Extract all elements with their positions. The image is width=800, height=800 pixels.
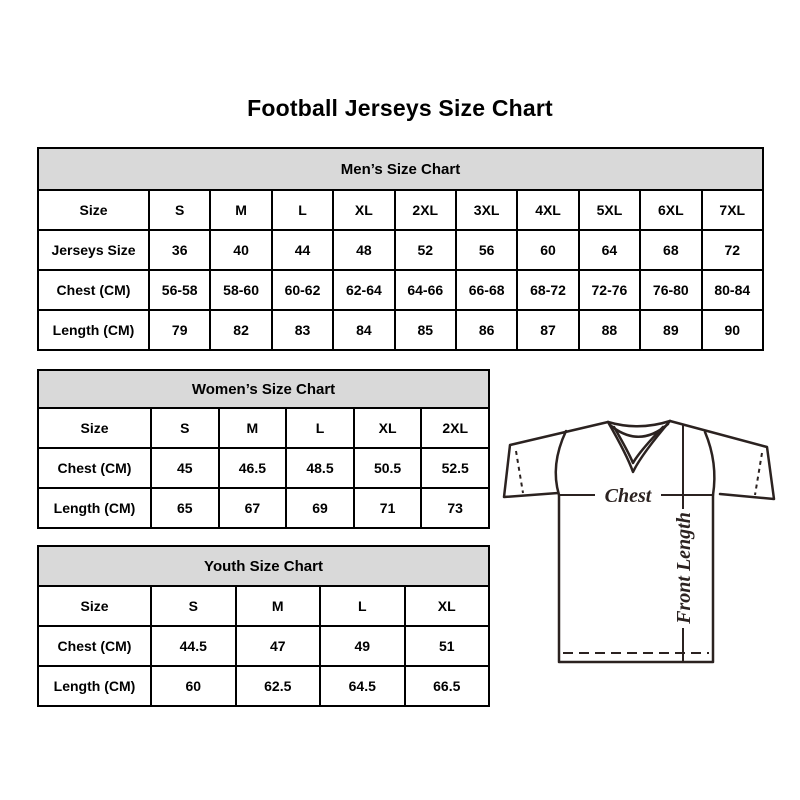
jersey-right-armhole-seam bbox=[705, 432, 714, 495]
table-row bbox=[38, 448, 489, 488]
left-sleeve-dashed-seam bbox=[516, 451, 523, 493]
table-row bbox=[38, 408, 489, 448]
value-cell: L bbox=[286, 408, 354, 448]
row-label-cell: Size bbox=[38, 190, 149, 230]
value-cell: 80-84 bbox=[702, 270, 763, 310]
value-cell: 7XL bbox=[702, 190, 763, 230]
value-cell: 44 bbox=[272, 230, 333, 270]
value-cell: 60 bbox=[517, 230, 578, 270]
value-cell: 60 bbox=[151, 666, 236, 706]
value-cell: 82 bbox=[210, 310, 271, 350]
row-label-cell: Chest (CM) bbox=[38, 270, 149, 310]
jersey-right-sleeve bbox=[670, 421, 774, 499]
page-title: Football Jerseys Size Chart bbox=[247, 95, 553, 121]
womens-table-title: Women’s Size Chart bbox=[38, 370, 489, 408]
row-label-cell: Chest (CM) bbox=[38, 626, 151, 666]
table-header-row bbox=[38, 148, 763, 190]
front-length-label: Front Length bbox=[673, 512, 695, 624]
value-cell: M bbox=[219, 408, 287, 448]
value-cell: 46.5 bbox=[219, 448, 287, 488]
value-cell: 68-72 bbox=[517, 270, 578, 310]
row-label-cell: Length (CM) bbox=[38, 488, 151, 528]
value-cell: XL bbox=[333, 190, 394, 230]
table-row bbox=[38, 666, 489, 706]
value-cell: 87 bbox=[517, 310, 578, 350]
value-cell: 56-58 bbox=[149, 270, 210, 310]
value-cell: 58-60 bbox=[210, 270, 271, 310]
youth-size-table bbox=[37, 545, 490, 707]
value-cell: 6XL bbox=[640, 190, 701, 230]
value-cell: 85 bbox=[395, 310, 456, 350]
womens-size-table bbox=[37, 369, 490, 529]
table-header-row bbox=[38, 546, 489, 586]
value-cell: 5XL bbox=[579, 190, 640, 230]
row-label-cell: Size bbox=[38, 586, 151, 626]
mens-table-title: Men’s Size Chart bbox=[38, 148, 763, 190]
value-cell: 83 bbox=[272, 310, 333, 350]
value-cell: 36 bbox=[149, 230, 210, 270]
value-cell: 66.5 bbox=[405, 666, 490, 706]
table-row bbox=[38, 310, 763, 350]
value-cell: 67 bbox=[219, 488, 287, 528]
value-cell: 47 bbox=[236, 626, 321, 666]
value-cell: 60-62 bbox=[272, 270, 333, 310]
value-cell: 65 bbox=[151, 488, 219, 528]
jersey-collar-top-line bbox=[608, 421, 670, 426]
jersey-left-armhole-seam bbox=[556, 431, 566, 495]
value-cell: 48.5 bbox=[286, 448, 354, 488]
value-cell: 66-68 bbox=[456, 270, 517, 310]
table-header-row bbox=[38, 370, 489, 408]
value-cell: M bbox=[236, 586, 321, 626]
value-cell: 48 bbox=[333, 230, 394, 270]
value-cell: 52 bbox=[395, 230, 456, 270]
value-cell: 64 bbox=[579, 230, 640, 270]
value-cell: 72-76 bbox=[579, 270, 640, 310]
value-cell: L bbox=[272, 190, 333, 230]
value-cell: 2XL bbox=[395, 190, 456, 230]
value-cell: 64-66 bbox=[395, 270, 456, 310]
value-cell: 3XL bbox=[456, 190, 517, 230]
value-cell: 79 bbox=[149, 310, 210, 350]
value-cell: 71 bbox=[354, 488, 422, 528]
table-row bbox=[38, 626, 489, 666]
value-cell: 72 bbox=[702, 230, 763, 270]
value-cell: 49 bbox=[320, 626, 405, 666]
value-cell: 73 bbox=[421, 488, 489, 528]
value-cell: 62-64 bbox=[333, 270, 394, 310]
value-cell: 45 bbox=[151, 448, 219, 488]
row-label-cell: Size bbox=[38, 408, 151, 448]
value-cell: 56 bbox=[456, 230, 517, 270]
value-cell: 64.5 bbox=[320, 666, 405, 706]
mens-size-table bbox=[37, 147, 764, 351]
value-cell: L bbox=[320, 586, 405, 626]
row-label-cell: Length (CM) bbox=[38, 666, 151, 706]
value-cell: 2XL bbox=[421, 408, 489, 448]
value-cell: XL bbox=[405, 586, 490, 626]
right-sleeve-dashed-seam bbox=[755, 453, 762, 495]
table-row bbox=[38, 230, 763, 270]
chest-label: Chest bbox=[604, 485, 652, 507]
jersey-diagram-svg bbox=[500, 405, 780, 680]
value-cell: 4XL bbox=[517, 190, 578, 230]
value-cell: 69 bbox=[286, 488, 354, 528]
value-cell: 84 bbox=[333, 310, 394, 350]
value-cell: XL bbox=[354, 408, 422, 448]
value-cell: 50.5 bbox=[354, 448, 422, 488]
value-cell: S bbox=[149, 190, 210, 230]
value-cell: 62.5 bbox=[236, 666, 321, 706]
row-label-cell: Length (CM) bbox=[38, 310, 149, 350]
value-cell: 89 bbox=[640, 310, 701, 350]
table-row bbox=[38, 488, 489, 528]
jersey-measurement-diagram bbox=[500, 405, 780, 680]
value-cell: 88 bbox=[579, 310, 640, 350]
table-row bbox=[38, 586, 489, 626]
value-cell: 40 bbox=[210, 230, 271, 270]
value-cell: S bbox=[151, 408, 219, 448]
value-cell: 52.5 bbox=[421, 448, 489, 488]
value-cell: 68 bbox=[640, 230, 701, 270]
value-cell: M bbox=[210, 190, 271, 230]
table-row bbox=[38, 190, 763, 230]
table-row bbox=[38, 270, 763, 310]
row-label-cell: Jerseys Size bbox=[38, 230, 149, 270]
value-cell: 86 bbox=[456, 310, 517, 350]
value-cell: 76-80 bbox=[640, 270, 701, 310]
value-cell: S bbox=[151, 586, 236, 626]
youth-table-title: Youth Size Chart bbox=[38, 546, 489, 586]
value-cell: 44.5 bbox=[151, 626, 236, 666]
value-cell: 51 bbox=[405, 626, 490, 666]
value-cell: 90 bbox=[702, 310, 763, 350]
row-label-cell: Chest (CM) bbox=[38, 448, 151, 488]
